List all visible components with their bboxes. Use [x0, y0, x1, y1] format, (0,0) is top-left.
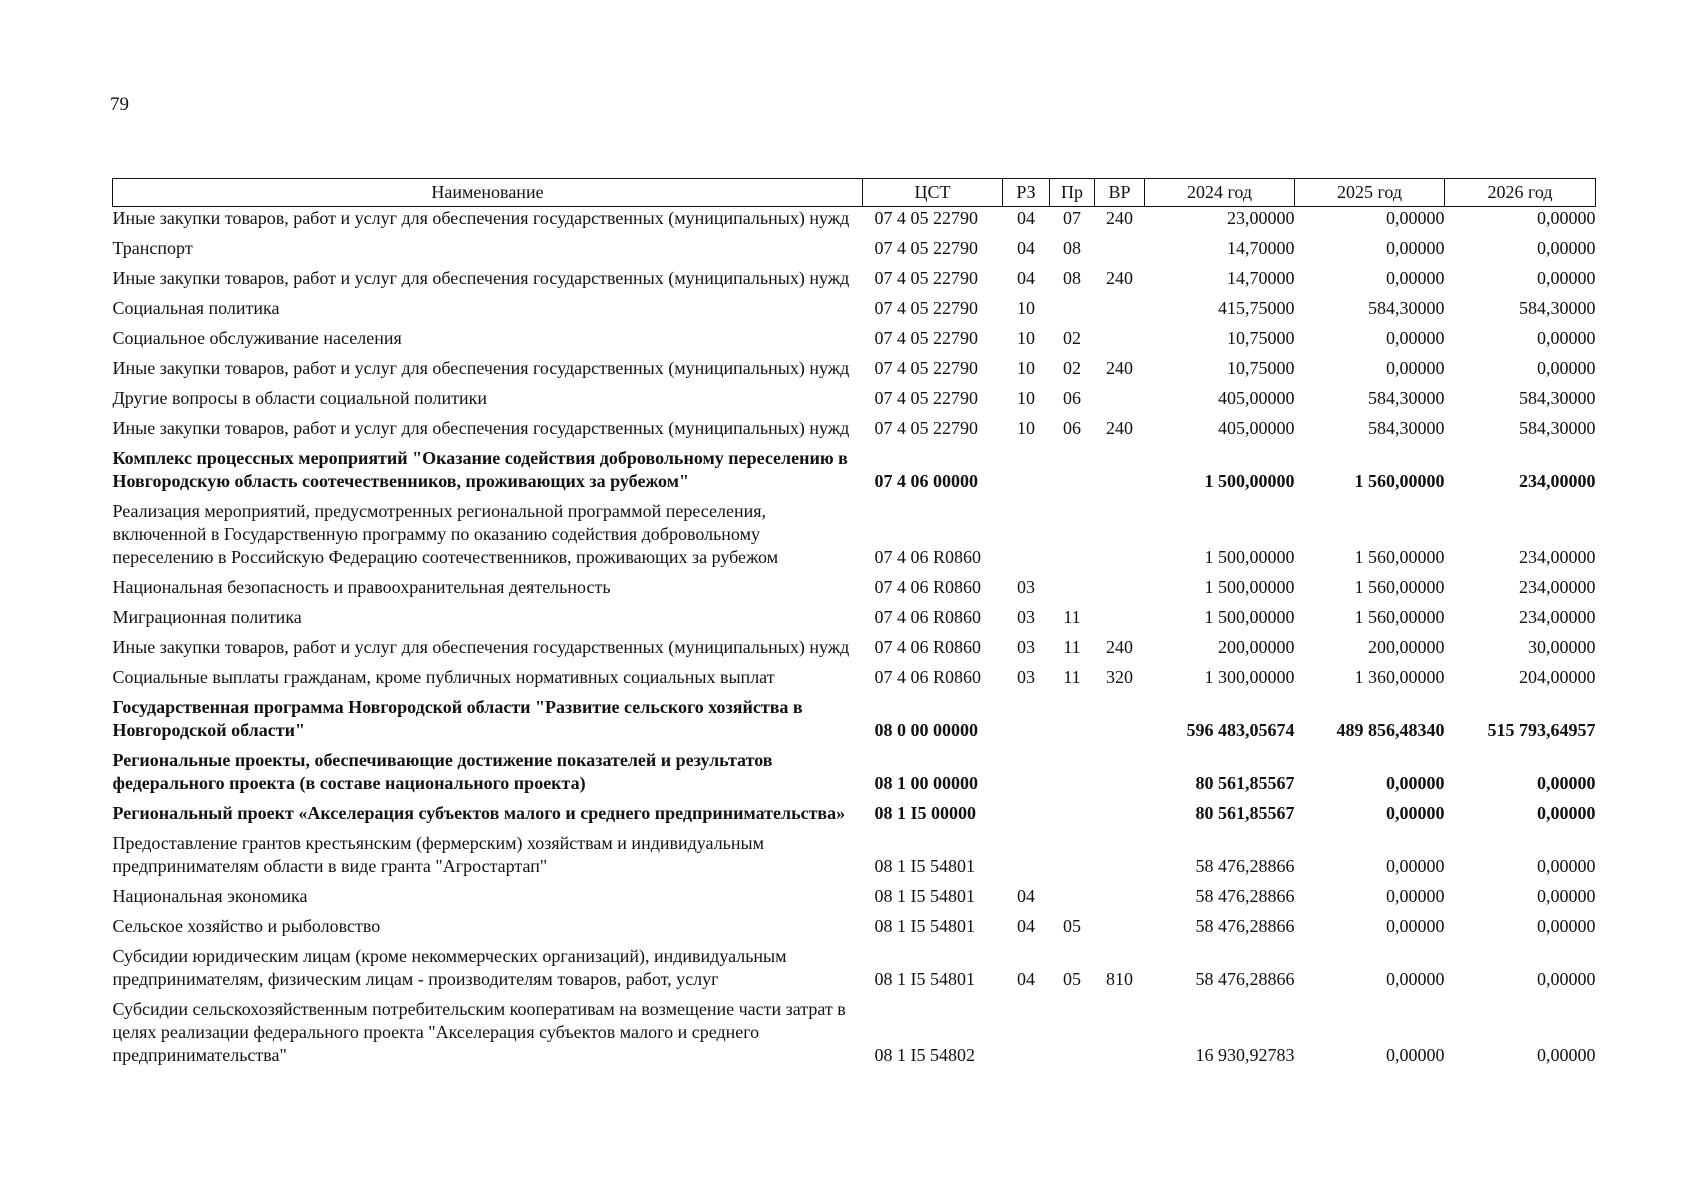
cell-rz	[1003, 993, 1050, 1069]
cell-vr	[1095, 322, 1145, 352]
cell-rz: 04	[1017, 268, 1035, 288]
cell-y2025: 0,00000	[1386, 773, 1445, 793]
cell-y2024: 1 500,00000	[1204, 577, 1295, 597]
cell-rz	[1003, 442, 1050, 495]
cell-vr	[1095, 382, 1145, 412]
cell-rz: 03	[1017, 637, 1035, 657]
cell-name: Национальная экономика	[112, 886, 308, 906]
cell-y2025: 0,00000	[1386, 238, 1445, 258]
cell-pr	[1050, 571, 1095, 601]
cell-vr	[1095, 827, 1145, 880]
cell-pr	[1050, 292, 1095, 322]
cell-y2025: 0,00000	[1386, 886, 1445, 906]
cell-y2025: 0,00000	[1386, 328, 1445, 348]
cell-y2024: 1 500,00000	[1204, 547, 1295, 567]
cell-cst: 08 1 I5 54801	[874, 856, 975, 876]
cell-cst: 07 4 05 22790	[874, 358, 978, 378]
cell-rz: 04	[1017, 969, 1035, 989]
table-row	[113, 744, 1596, 797]
cell-name: Региональные проекты, обеспечивающие достижение показателей и результатов федерального проекта (в составе национального проекта)	[112, 750, 773, 793]
header-rz: РЗ	[1003, 179, 1050, 207]
cell-vr: 240	[1106, 208, 1133, 228]
cell-cst: 07 4 05 22790	[874, 208, 978, 228]
cell-pr: 08	[1063, 238, 1081, 258]
cell-name: Государственная программа Новгородской области "Развитие сельского хозяйства в Новгородской области"	[112, 697, 803, 740]
cell-vr	[1095, 495, 1145, 571]
cell-vr: 240	[1106, 358, 1133, 378]
cell-cst: 07 4 06 R0860	[874, 637, 982, 657]
table-row	[113, 940, 1596, 993]
header-name: Наименование	[113, 179, 863, 207]
cell-vr	[1095, 744, 1145, 797]
cell-name: Другие вопросы в области социальной политики	[112, 388, 488, 408]
cell-name: Социальная политика	[112, 298, 280, 318]
cell-cst: 07 4 05 22790	[874, 388, 978, 408]
cell-rz: 04	[1017, 916, 1035, 936]
cell-rz	[1003, 797, 1050, 827]
cell-name: Субсидии юридическим лицам (кроме некоммерческих организаций), индивидуальным предпринимателям, физическим лицам - производителям товаров, работ, услуг	[112, 946, 787, 989]
cell-y2024: 405,00000	[1218, 388, 1295, 408]
cell-rz: 04	[1017, 208, 1035, 228]
table-row	[113, 661, 1596, 691]
cell-y2024: 14,70000	[1227, 238, 1295, 258]
table-row	[113, 352, 1596, 382]
cell-y2024: 23,00000	[1227, 208, 1295, 228]
cell-name: Иные закупки товаров, работ и услуг для обеспечения государственных (муниципальных) нужд	[112, 208, 850, 228]
cell-vr	[1095, 797, 1145, 827]
cell-vr	[1095, 601, 1145, 631]
cell-y2024: 58 476,28866	[1195, 856, 1295, 876]
cell-y2026: 0,00000	[1537, 238, 1596, 258]
cell-cst: 07 4 05 22790	[874, 328, 978, 348]
table-row	[113, 571, 1596, 601]
cell-y2024: 1 500,00000	[1204, 471, 1295, 491]
cell-vr	[1095, 571, 1145, 601]
cell-rz: 10	[1017, 418, 1035, 438]
cell-y2025: 489 856,48340	[1336, 720, 1445, 740]
cell-y2025: 1 560,00000	[1354, 607, 1445, 627]
cell-pr	[1050, 495, 1095, 571]
cell-name: Предоставление грантов крестьянским (фермерским) хозяйствам и индивидуальным предпринимателям области в виде гранта "Агростартап"	[112, 833, 764, 876]
cell-name: Иные закупки товаров, работ и услуг для обеспечения государственных (муниципальных) нужд	[112, 268, 850, 288]
cell-rz: 10	[1017, 388, 1035, 408]
cell-name: Социальное обслуживание населения	[112, 328, 402, 348]
cell-vr	[1095, 880, 1145, 910]
cell-pr	[1050, 880, 1095, 910]
cell-cst: 07 4 06 R0860	[874, 547, 982, 567]
cell-pr: 02	[1063, 358, 1081, 378]
cell-pr	[1050, 827, 1095, 880]
cell-vr	[1095, 691, 1145, 744]
table-body	[113, 207, 1596, 1070]
cell-y2026: 234,00000	[1519, 607, 1596, 627]
cell-cst: 07 4 05 22790	[874, 418, 978, 438]
cell-y2024: 596 483,05674	[1186, 720, 1295, 740]
page-number: 79	[110, 94, 129, 115]
cell-vr: 240	[1106, 418, 1133, 438]
cell-cst: 07 4 06 00000	[874, 471, 978, 491]
cell-y2024: 200,00000	[1218, 637, 1295, 657]
cell-cst: 07 4 05 22790	[874, 268, 978, 288]
header-vr: ВР	[1095, 179, 1145, 207]
cell-y2026: 234,00000	[1519, 577, 1596, 597]
cell-y2026: 0,00000	[1537, 886, 1596, 906]
cell-y2026: 584,30000	[1519, 418, 1596, 438]
cell-pr: 02	[1063, 328, 1081, 348]
cell-name: Сельское хозяйство и рыболовство	[112, 916, 381, 936]
header-2025: 2025 год	[1295, 179, 1445, 207]
cell-name: Миграционная политика	[112, 607, 302, 627]
cell-cst: 08 1 I5 54802	[874, 1045, 975, 1065]
cell-y2025: 1 560,00000	[1354, 577, 1445, 597]
cell-y2024: 58 476,28866	[1195, 916, 1295, 936]
cell-rz: 03	[1017, 577, 1035, 597]
cell-cst: 08 1 I5 54801	[874, 916, 975, 936]
cell-rz: 03	[1017, 667, 1035, 687]
cell-y2025: 0,00000	[1386, 358, 1445, 378]
cell-cst: 08 0 00 00000	[874, 720, 978, 740]
cell-y2025: 0,00000	[1386, 803, 1445, 823]
cell-rz: 10	[1017, 298, 1035, 318]
cell-y2026: 584,30000	[1519, 388, 1596, 408]
cell-name: Субсидии сельскохозяйственным потребительским кооперативам на возмещение части затрат в целях реализации федерального проекта "Акселерация субъектов малого и среднего предпринимательства"	[112, 999, 846, 1065]
cell-cst: 07 4 05 22790	[874, 298, 978, 318]
cell-cst: 08 1 I5 00000	[874, 803, 977, 823]
cell-y2026: 234,00000	[1519, 471, 1596, 491]
cell-pr: 06	[1063, 388, 1081, 408]
cell-pr: 11	[1063, 637, 1081, 657]
table-row	[113, 797, 1596, 827]
cell-cst: 08 1 I5 54801	[874, 969, 975, 989]
cell-y2026: 30,00000	[1528, 637, 1596, 657]
cell-rz	[1003, 827, 1050, 880]
cell-rz: 04	[1017, 238, 1035, 258]
header-2024: 2024 год	[1145, 179, 1295, 207]
table-row	[113, 207, 1596, 233]
table-row	[113, 442, 1596, 495]
cell-y2024: 80 561,85567	[1195, 803, 1295, 823]
cell-vr: 810	[1106, 969, 1133, 989]
cell-pr	[1050, 442, 1095, 495]
cell-y2025: 0,00000	[1386, 969, 1445, 989]
cell-name: Иные закупки товаров, работ и услуг для обеспечения государственных (муниципальных) нужд	[112, 358, 850, 378]
cell-name: Социальные выплаты гражданам, кроме публичных нормативных социальных выплат	[112, 667, 775, 687]
table-header-row	[113, 179, 1596, 207]
cell-y2026: 0,00000	[1537, 856, 1596, 876]
cell-y2025: 0,00000	[1386, 208, 1445, 228]
cell-y2025: 0,00000	[1386, 856, 1445, 876]
cell-cst: 07 4 06 R0860	[874, 577, 982, 597]
cell-pr: 05	[1063, 969, 1081, 989]
cell-y2024: 16 930,92783	[1195, 1045, 1295, 1065]
cell-pr: 11	[1063, 607, 1081, 627]
cell-y2026: 0,00000	[1537, 268, 1596, 288]
cell-y2026: 584,30000	[1519, 298, 1596, 318]
cell-y2024: 80 561,85567	[1195, 773, 1295, 793]
cell-y2025: 0,00000	[1386, 1045, 1445, 1065]
cell-y2024: 58 476,28866	[1195, 969, 1295, 989]
cell-y2025: 0,00000	[1386, 916, 1445, 936]
cell-vr: 240	[1106, 268, 1133, 288]
table-row	[113, 262, 1596, 292]
cell-rz: 10	[1017, 358, 1035, 378]
header-pr: Пр	[1050, 179, 1095, 207]
cell-cst: 08 1 I5 54801	[874, 886, 975, 906]
cell-y2024: 10,75000	[1227, 358, 1295, 378]
table-row	[113, 382, 1596, 412]
cell-y2024: 10,75000	[1227, 328, 1295, 348]
cell-vr	[1095, 910, 1145, 940]
cell-vr	[1095, 292, 1145, 322]
cell-y2026: 0,00000	[1537, 1045, 1596, 1065]
cell-y2025: 0,00000	[1386, 268, 1445, 288]
cell-pr: 05	[1063, 916, 1081, 936]
header-2026: 2026 год	[1445, 179, 1596, 207]
cell-cst: 07 4 06 R0860	[874, 607, 982, 627]
cell-pr	[1050, 744, 1095, 797]
table-row	[113, 495, 1596, 571]
cell-rz: 10	[1017, 328, 1035, 348]
table-row	[113, 993, 1596, 1069]
cell-name: Иные закупки товаров, работ и услуг для обеспечения государственных (муниципальных) нужд	[112, 418, 850, 438]
cell-rz	[1003, 691, 1050, 744]
budget-table	[112, 178, 1596, 1069]
cell-y2025: 200,00000	[1368, 637, 1445, 657]
cell-name: Транспорт	[112, 238, 193, 258]
table-row	[113, 631, 1596, 661]
cell-y2025: 1 360,00000	[1354, 667, 1445, 687]
cell-y2026: 204,00000	[1519, 667, 1596, 687]
cell-name: Национальная безопасность и правоохранительная деятельность	[112, 577, 611, 597]
table-row	[113, 412, 1596, 442]
header-cst: ЦСТ	[863, 179, 1003, 207]
cell-y2025: 1 560,00000	[1354, 471, 1445, 491]
cell-y2026: 0,00000	[1537, 328, 1596, 348]
cell-cst: 08 1 00 00000	[874, 773, 978, 793]
table-row	[113, 232, 1596, 262]
cell-y2026: 0,00000	[1537, 208, 1596, 228]
cell-pr: 07	[1063, 208, 1081, 228]
cell-y2025: 584,30000	[1368, 388, 1445, 408]
cell-y2026: 0,00000	[1537, 773, 1596, 793]
cell-y2024: 14,70000	[1227, 268, 1295, 288]
cell-y2025: 1 560,00000	[1354, 547, 1445, 567]
cell-y2024: 405,00000	[1218, 418, 1295, 438]
cell-vr	[1095, 442, 1145, 495]
cell-pr	[1050, 797, 1095, 827]
table-row	[113, 322, 1596, 352]
cell-cst: 07 4 05 22790	[874, 238, 978, 258]
table-row	[113, 827, 1596, 880]
cell-name: Комплекс процессных мероприятий "Оказание содействия добровольному переселению в Новгородскую область соотечественников, проживающих за рубежом"	[112, 448, 848, 491]
cell-y2024: 1 500,00000	[1204, 607, 1295, 627]
cell-name: Иные закупки товаров, работ и услуг для обеспечения государственных (муниципальных) нужд	[112, 637, 850, 657]
cell-pr: 06	[1063, 418, 1081, 438]
cell-y2026: 0,00000	[1537, 969, 1596, 989]
cell-y2026: 234,00000	[1519, 547, 1596, 567]
cell-vr	[1095, 232, 1145, 262]
cell-vr: 320	[1106, 667, 1133, 687]
cell-name: Региональный проект «Акселерация субъектов малого и среднего предпринимательства»	[112, 803, 846, 823]
cell-rz	[1003, 744, 1050, 797]
cell-pr: 11	[1063, 667, 1081, 687]
cell-vr: 240	[1106, 637, 1133, 657]
table-row	[113, 292, 1596, 322]
cell-rz	[1003, 495, 1050, 571]
cell-pr	[1050, 993, 1095, 1069]
table-row	[113, 601, 1596, 631]
table-row	[113, 691, 1596, 744]
cell-y2026: 0,00000	[1537, 803, 1596, 823]
cell-y2024: 1 300,00000	[1204, 667, 1295, 687]
cell-cst: 07 4 06 R0860	[874, 667, 982, 687]
table-row	[113, 880, 1596, 910]
cell-vr	[1095, 993, 1145, 1069]
cell-y2024: 58 476,28866	[1195, 886, 1295, 906]
cell-rz: 03	[1017, 607, 1035, 627]
cell-y2025: 584,30000	[1368, 418, 1445, 438]
cell-y2024: 415,75000	[1218, 298, 1295, 318]
cell-y2026: 0,00000	[1537, 358, 1596, 378]
cell-rz: 04	[1017, 886, 1035, 906]
cell-y2025: 584,30000	[1368, 298, 1445, 318]
cell-pr	[1050, 691, 1095, 744]
cell-y2026: 515 793,64957	[1487, 720, 1596, 740]
cell-name: Реализация мероприятий, предусмотренных региональной программой переселения, включенной в Государственную программу по оказанию содействия добровольному переселению в Российскую Федерацию соотечественников, проживающих за рубежом	[112, 501, 779, 567]
table-row	[113, 910, 1596, 940]
cell-pr: 08	[1063, 268, 1081, 288]
cell-y2026: 0,00000	[1537, 916, 1596, 936]
